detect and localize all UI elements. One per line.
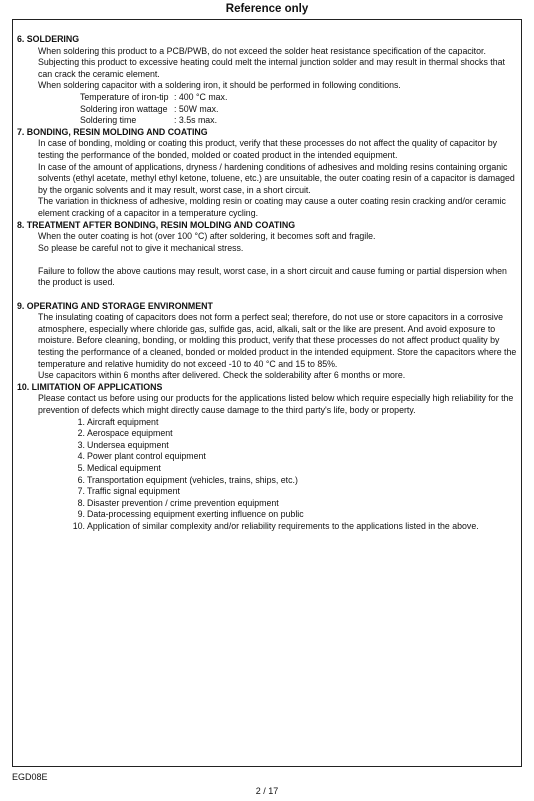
spacer bbox=[17, 254, 517, 266]
list-item-text: Medical equipment bbox=[87, 462, 161, 473]
page-number: 2 / 17 bbox=[255, 786, 279, 796]
soldering-condition-row bbox=[80, 115, 517, 127]
list-item-number: 9. bbox=[77, 509, 85, 520]
section-8-paragraph-2: So please be careful not to give it mechanical stress. bbox=[38, 242, 244, 253]
list-item-number: 7. bbox=[77, 486, 85, 497]
condition-label: Soldering time bbox=[80, 115, 137, 126]
list-item bbox=[77, 475, 517, 487]
list-item-number: 1. bbox=[77, 416, 85, 427]
list-item-number: 10. bbox=[72, 520, 85, 531]
list-item bbox=[77, 428, 517, 440]
document-frame bbox=[12, 19, 522, 767]
section-10-paragraph-1: Please contact us before using our products for the applications listed below which require especially high reliability for the prevention of defects which might directly cause damage to the third party's life, body or property. bbox=[38, 393, 514, 415]
section-9-title: 9. OPERATING AND STORAGE ENVIRONMENT bbox=[17, 300, 213, 311]
list-item bbox=[77, 417, 517, 429]
application-list bbox=[17, 417, 517, 533]
condition-value: : 3.5s max. bbox=[174, 115, 218, 126]
list-item bbox=[77, 440, 517, 452]
section-8-paragraph-1: When the outer coating is hot (over 100 °C) after soldering, it becomes soft and fragile. bbox=[38, 231, 376, 242]
list-item-number: 6. bbox=[77, 474, 85, 485]
list-item-text: Aircraft equipment bbox=[87, 416, 159, 427]
section-6-paragraph-1: When soldering this product to a PCB/PWB, do not exceed the solder heat resistance specification of the capacitor. Subjecting this product to excessive heating could melt the internal junction solder and may result in thermal shocks that can crack the ceramic element. bbox=[38, 45, 505, 79]
list-item-number: 3. bbox=[77, 439, 85, 450]
condition-value: : 400 °C max. bbox=[174, 91, 228, 102]
section-7-title: 7. BONDING, RESIN MOLDING AND COATING bbox=[17, 126, 208, 137]
section-9-paragraph-2: Use capacitors within 6 months after delivered. Check the solderability after 6 months or more. bbox=[38, 370, 406, 381]
spacer bbox=[17, 289, 517, 301]
list-item-number: 8. bbox=[77, 497, 85, 508]
list-item bbox=[77, 451, 517, 463]
section-8-treatment bbox=[17, 220, 517, 301]
section-9-paragraph-1: The insulating coating of capacitors does not form a perfect seal; therefore, do not use or store capacitors in a corrosive atmosphere, especially where chloride gas, sulfide gas, acid, alkali, salt or the like are present. And avoid exposure to moisture. Before cleaning, bonding, or molding this product, verify that these processes do not affect product quality by testing the performance of a cleaned, bonded or molded product in the intended equipment. Store the capacitors where the temperature and relative humidity do not exceed -10 to 40 °C and 15 to 85%. bbox=[38, 312, 517, 369]
list-item bbox=[77, 498, 517, 510]
soldering-condition-row bbox=[80, 92, 517, 104]
document-code: EGD08E bbox=[12, 772, 48, 782]
section-7-paragraph-1: In case of bonding, molding or coating this product, verify that these processes do not affect the quality of capacitor by testing the performance of the bonded, molded or coated product in the intended equipment. bbox=[38, 138, 498, 160]
list-item-number: 2. bbox=[77, 428, 85, 439]
page-header-title: Reference only bbox=[225, 3, 309, 15]
condition-label: Temperature of iron-tip bbox=[80, 91, 169, 102]
list-item-text: Application of similar complexity and/or reliability requirements to the applications listed in the above. bbox=[87, 520, 479, 531]
section-7-paragraph-2: In case of the amount of applications, dryness / hardening conditions of adhesives and molding resins containing organic solvents (ethyl acetate, methyl ethyl ketone, toluene, etc.) are unsuitable, the outer coating resin of a capacitor is damaged by the organic solvents and it may result, worst case, in a short circuit. bbox=[38, 161, 515, 195]
list-item-text: Disaster prevention / crime prevention equipment bbox=[87, 497, 279, 508]
list-item-text: Data-processing equipment exerting influence on public bbox=[87, 509, 304, 520]
section-10-title: 10. LIMITATION OF APPLICATIONS bbox=[17, 381, 163, 392]
section-7-bonding bbox=[17, 127, 517, 220]
list-item-text: Transportation equipment (vehicles, trains, ships, etc.) bbox=[87, 474, 298, 485]
list-item bbox=[72, 520, 517, 533]
list-item-text: Power plant control equipment bbox=[87, 451, 206, 462]
section-6-soldering bbox=[17, 34, 517, 127]
list-item bbox=[77, 509, 517, 521]
list-item-text: Aerospace equipment bbox=[87, 428, 173, 439]
section-10-limitation bbox=[17, 382, 517, 533]
condition-value: : 50W max. bbox=[174, 103, 219, 114]
section-9-environment bbox=[17, 301, 517, 382]
condition-label: Soldering iron wattage bbox=[80, 103, 168, 114]
section-6-title: 6. SOLDERING bbox=[17, 34, 80, 44]
list-item-number: 4. bbox=[77, 451, 85, 462]
section-8-paragraph-3: Failure to follow the above cautions may result, worst case, in a short circuit and cause fuming or partial dispersion when the product is used. bbox=[38, 265, 507, 288]
list-item-number: 5. bbox=[77, 462, 85, 473]
section-6-paragraph-2: When soldering capacitor with a soldering iron, it should be performed in following conditions. bbox=[38, 80, 401, 91]
section-8-title: 8. TREATMENT AFTER BONDING, RESIN MOLDING AND COATING bbox=[17, 219, 296, 230]
list-item bbox=[77, 463, 517, 475]
list-item-text: Undersea equipment bbox=[87, 439, 169, 450]
section-7-paragraph-3: The variation in thickness of adhesive, molding resin or coating may cause a outer coating resin cracking and/or ceramic element cracking of a capacitor in a temperature cycling. bbox=[38, 196, 506, 218]
document-content bbox=[17, 34, 517, 533]
list-item bbox=[77, 486, 517, 498]
list-item-text: Traffic signal equipment bbox=[87, 486, 180, 497]
soldering-condition-row bbox=[80, 104, 517, 116]
